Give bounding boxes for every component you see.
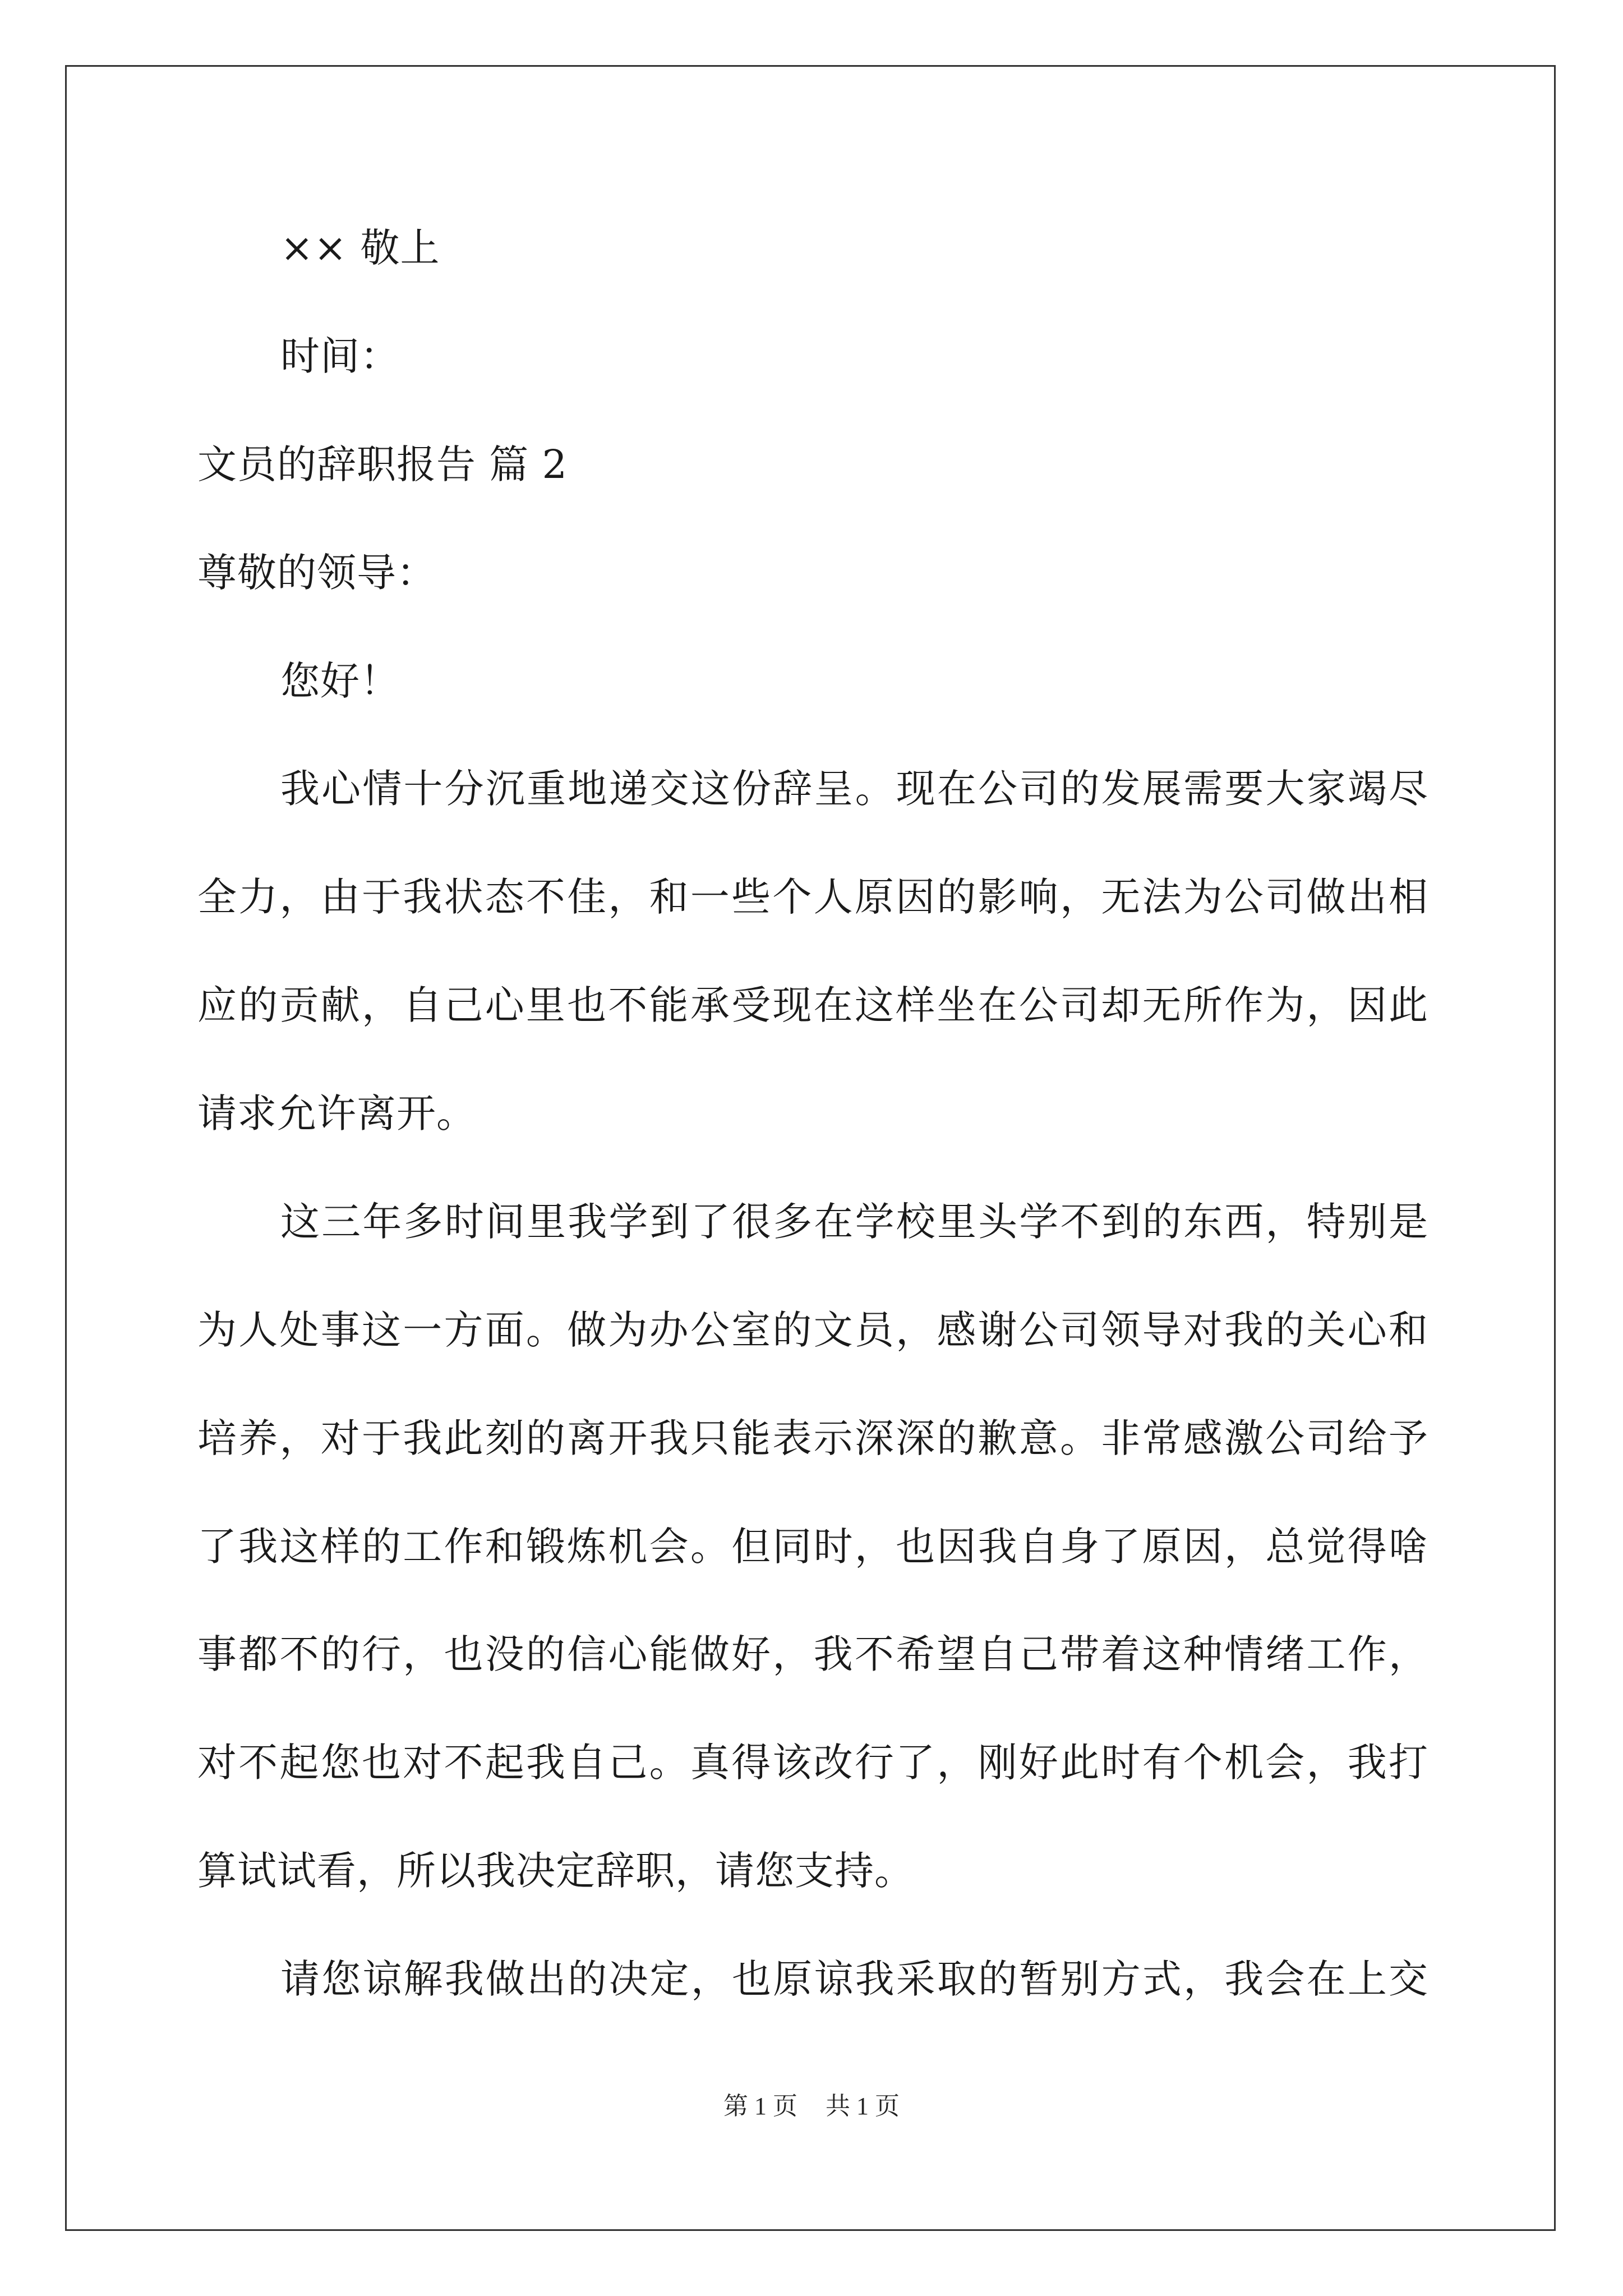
paragraph-1-line-4: 请求允许离开。 — [197, 1091, 476, 1137]
paragraph-2-line-3: 培养，对于我此刻的离开我只能表示深深的歉意。非常感激公司给予 — [197, 1415, 1428, 1461]
page-footer — [0, 2090, 1623, 2123]
paragraph-2-line-7: 算试试看，所以我决定辞职，请您支持。 — [197, 1848, 914, 1894]
paragraph-2-line-4: 了我这样的工作和锻炼机会。但同时，也因我自身了原因，总觉得啥 — [197, 1524, 1428, 1570]
paragraph-1-line-2: 全力，由于我状态不佳，和一些个人原因的影响，无法为公司做出相 — [197, 874, 1428, 920]
paragraph-1-line-3: 应的贡献，自己心里也不能承受现在这样坐在公司却无所作为，因此 — [197, 982, 1428, 1028]
paragraph-3-line-1: 请您谅解我做出的决定，也原谅我采取的暂别方式，我会在上交 — [280, 1956, 1428, 2002]
page-border — [65, 65, 1556, 2231]
page-number-total: 共 1 页 — [826, 2092, 900, 2120]
paragraph-1-line-1: 我心情十分沉重地递交这份辞呈。现在公司的发展需要大家竭尽 — [280, 766, 1428, 812]
page-number-current: 第 1 页 — [723, 2092, 797, 2120]
paragraph-2-line-5: 事都不的行，也没的信心能做好，我不希望自己带着这种情绪工作， — [197, 1631, 1428, 1677]
section-title: 文员的辞职报告 篇 2 — [197, 441, 568, 487]
salutation: 尊敬的领导： — [197, 550, 436, 596]
paragraph-2-line-2: 为人处事这一方面。做为办公室的文员，感谢公司领导对我的关心和 — [197, 1307, 1428, 1353]
paragraph-2-line-6: 对不起您也对不起我自己。真得该改行了，刚好此时有个机会，我打 — [197, 1740, 1428, 1786]
paragraph-2-line-1: 这三年多时间里我学到了很多在学校里头学不到的东西，特别是 — [280, 1199, 1428, 1245]
signature-line: ×× 敬上 — [280, 225, 440, 271]
date-label: 时间： — [280, 333, 400, 379]
greeting: 您好！ — [280, 658, 400, 704]
